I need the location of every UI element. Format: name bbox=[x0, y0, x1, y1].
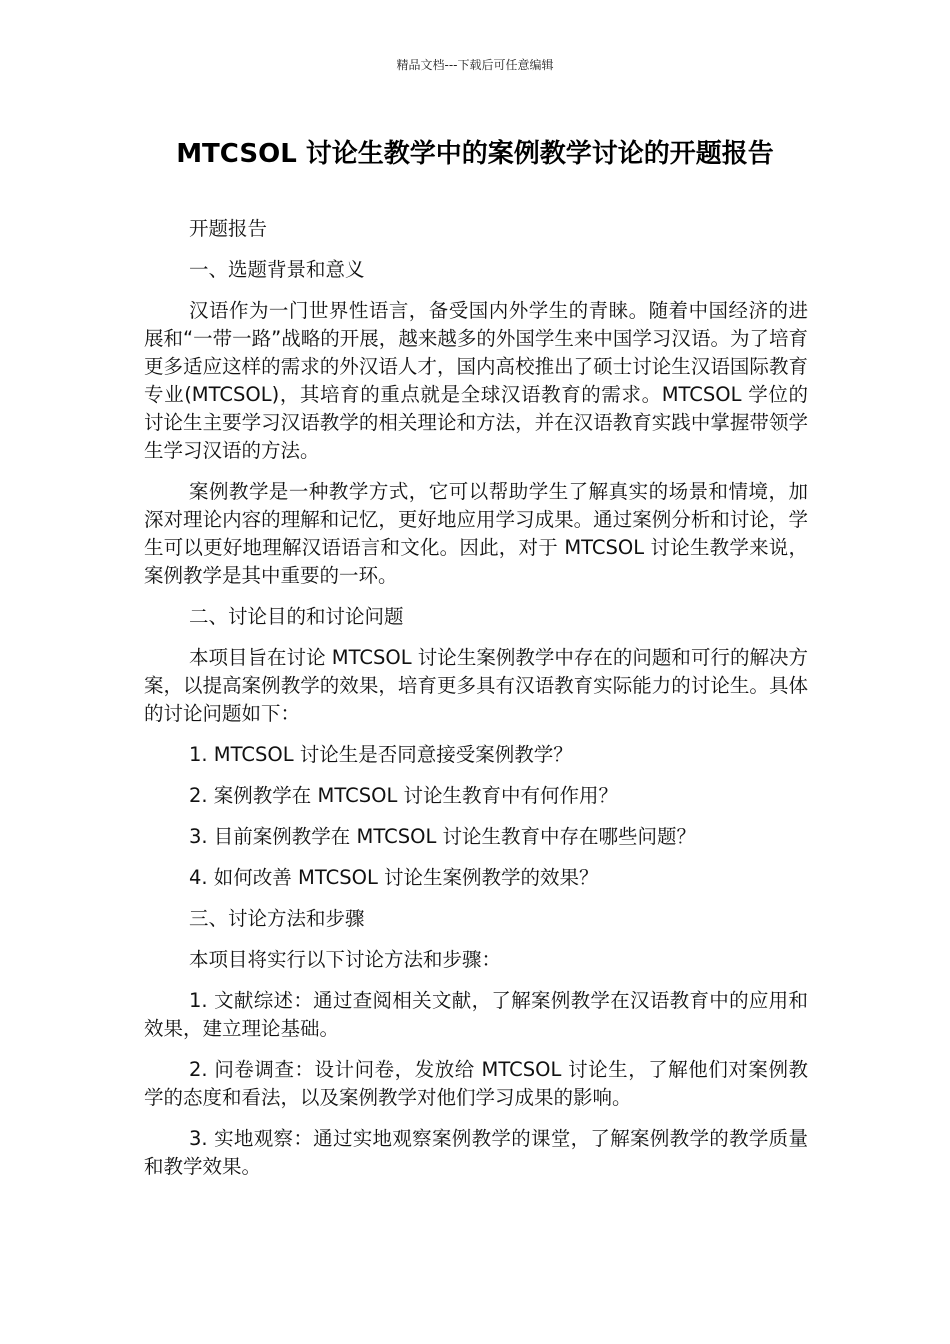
paragraph-report-label: 开题报告 bbox=[189, 217, 268, 240]
method-item: 3. 实地观察：通过实地观察案例教学的课堂，了解案例教学的教学质量和教学效果。 bbox=[144, 1127, 808, 1178]
document-body bbox=[144, 215, 808, 1194]
method-item: 2. 问卷调查：设计问卷，发放给 MTCSOL 讨论生，了解他们对案例教学的态度和看法，以及案例教学对他们学习成果的影响。 bbox=[144, 1058, 808, 1109]
section-heading-background: 一、选题背景和意义 bbox=[189, 258, 365, 281]
question-item: 4. 如何改善 MTCSOL 讨论生案例教学的效果？ bbox=[189, 866, 599, 889]
section-heading-purpose: 二、讨论目的和讨论问题 bbox=[189, 605, 404, 628]
paragraph-background: 汉语作为一门世界性语言，备受国内外学生的青睐。随着中国经济的进展和“一带一路”战略的开展，越来越多的外国学生来中国学习汉语。为了培育更多适应这样的需求的外汉语人才，国内高校推出了硕士讨论生汉语国际教育专业(MTCSOL)，其培育的重点就是全球汉语教育的需求。MTCSOL 学位的讨论生主要学习汉语教学的相关理论和方法，并在汉语教育实践中掌握带领学生学习汉语的方法。 bbox=[144, 299, 808, 462]
question-item: 1. MTCSOL 讨论生是否同意接受案例教学？ bbox=[189, 743, 573, 766]
section-heading-methods: 三、讨论方法和步骤 bbox=[189, 907, 365, 930]
document-title: MTCSOL 讨论生教学中的案例教学讨论的开题报告 bbox=[176, 139, 774, 169]
question-item: 2. 案例教学在 MTCSOL 讨论生教育中有何作用？ bbox=[189, 784, 619, 807]
header-note: 精品文档---下载后可任意编辑 bbox=[396, 58, 554, 72]
paragraph-case-teaching: 案例教学是一种教学方式，它可以帮助学生了解真实的场景和情境，加深对理论内容的理解和记忆，更好地应用学习成果。通过案例分析和讨论，学生可以更好地理解汉语语言和文化。因此，对于 MTCSOL 讨论生教学来说，案例教学是其中重要的一环。 bbox=[144, 480, 808, 587]
paragraph-methods-intro: 本项目将实行以下讨论方法和步骤： bbox=[189, 948, 502, 971]
question-item: 3. 目前案例教学在 MTCSOL 讨论生教育中存在哪些问题？ bbox=[189, 825, 697, 848]
paragraph-purpose: 本项目旨在讨论 MTCSOL 讨论生案例教学中存在的问题和可行的解决方案，以提高案例教学的效果，培育更多具有汉语教育实际能力的讨论生。具体的讨论问题如下： bbox=[144, 646, 808, 725]
method-item: 1. 文献综述：通过查阅相关文献，了解案例教学在汉语教育中的应用和效果，建立理论基础。 bbox=[144, 989, 808, 1040]
